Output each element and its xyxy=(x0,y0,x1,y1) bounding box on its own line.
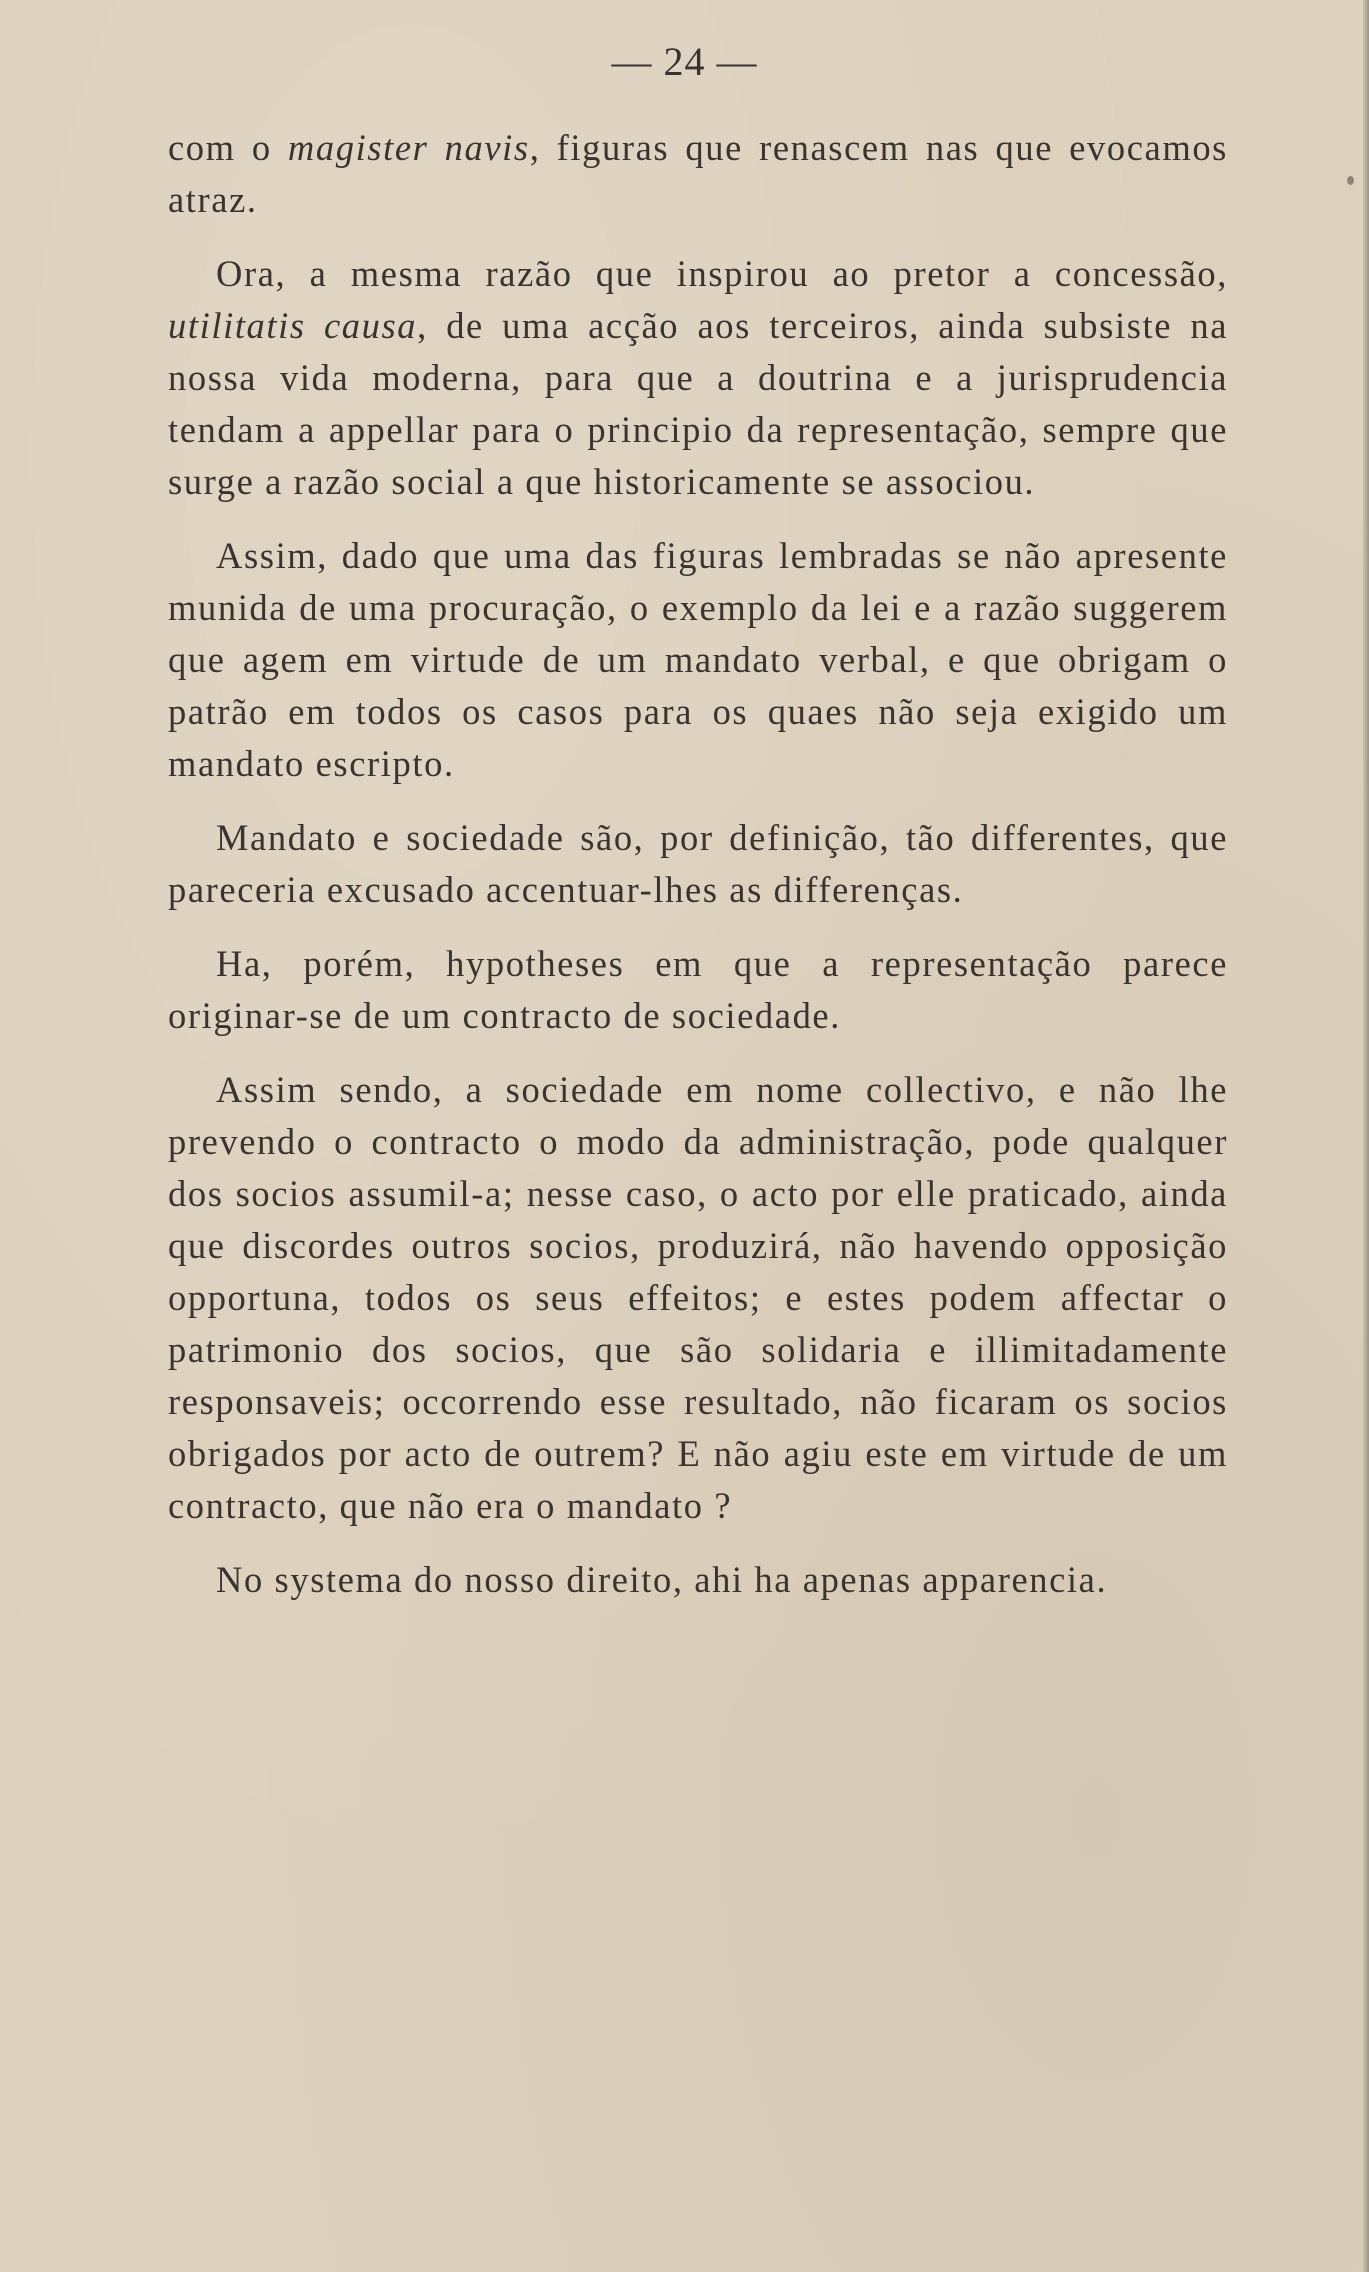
body-text xyxy=(168,122,1228,1628)
paragraph xyxy=(168,1554,1228,1606)
text-run: , de uma acção aos terceiros, ainda subsiste na nossa vida moderna, para que a doutrina e a jurisprudencia tendam a appellar para o principio da representação, sempre que surge a razão social a que historicamente se associou. xyxy=(168,305,1228,502)
italic-phrase: utilitatis causa xyxy=(168,305,418,346)
paper-speck xyxy=(1347,176,1354,185)
paragraph xyxy=(168,248,1228,508)
text-run: Ha, porém, hypotheses em que a representação parece originar-se de um contracto de sociedade. xyxy=(168,943,1228,1036)
text-run: Ora, a mesma razão que inspirou ao pretor a concessão, xyxy=(216,253,1228,294)
paragraph xyxy=(168,122,1228,226)
text-run: com o xyxy=(168,127,288,168)
paragraph xyxy=(168,812,1228,916)
page-edge-shadow xyxy=(1363,0,1369,2272)
paragraph xyxy=(168,530,1228,790)
italic-phrase: magister navis xyxy=(287,127,530,168)
paragraph xyxy=(168,1064,1228,1532)
text-run: No systema do nosso direito, ahi ha apenas apparencia. xyxy=(216,1559,1108,1600)
page-number: — 24 — xyxy=(611,39,758,84)
paragraph xyxy=(168,938,1228,1042)
text-run: Assim sendo, a sociedade em nome collectivo, e não lhe prevendo o contracto o modo da administração, pode qualquer dos socios assumil-a; nesse caso, o acto por elle praticado, ainda que discordes outros socios, produzirá, não havendo opposição opportuna, todos os seus effeitos; e estes podem affectar o patrimonio dos socios, que são solidaria e illimitadamente responsaveis; occorrendo esse resultado, não ficaram os socios obrigados por acto de outrem? E não agiu este em virtude de um contracto, que não era o mandato ? xyxy=(168,1069,1228,1526)
text-run: Mandato e sociedade são, por definição, tão differentes, que pareceria excusado accentuar-lhes as differenças. xyxy=(168,817,1228,910)
text-run: , figuras que renascem nas que evocamos atraz. xyxy=(168,127,1228,220)
text-run: Assim, dado que uma das figuras lembradas se não apresente munida de uma procuração, o exemplo da lei e a razão suggerem que agem em virtude de um mandato verbal, e que obrigam o patrão em todos os casos para os quaes não seja exigido um mandato escripto. xyxy=(168,535,1228,784)
